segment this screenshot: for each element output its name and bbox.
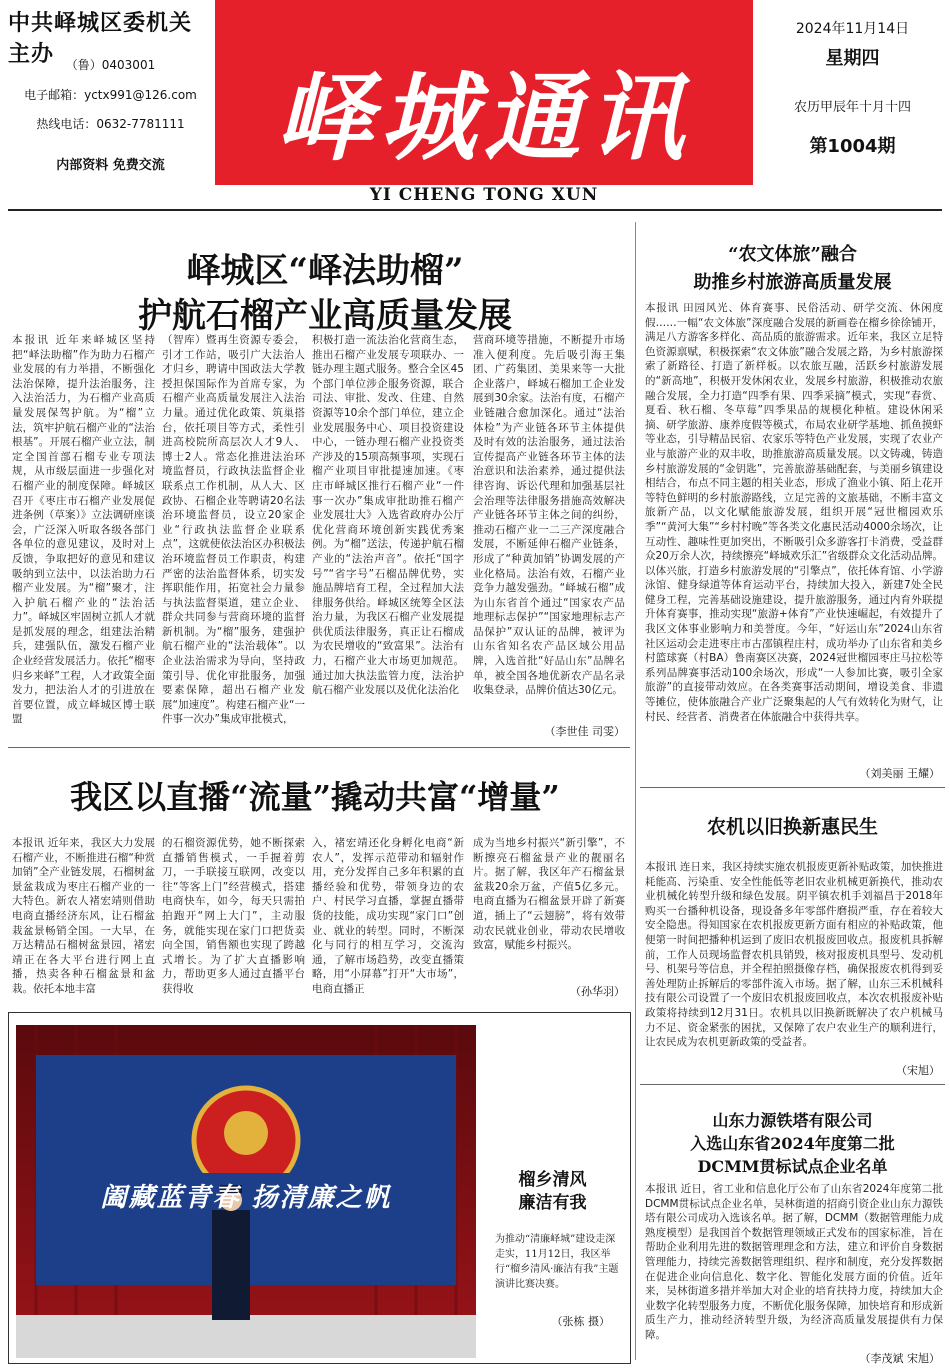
email-line: 电子邮箱：yctx991@126.com (24, 88, 197, 102)
article3-byline: （刘美丽 王耀） (859, 767, 940, 780)
article2-column-3: 入，褚宏靖还化身孵化电商“新农人”，发挥示范带动和辐射作用，充分发挥自己多年积累的直播经验和优势，带领身边的农户、村民学习直播，掌握直播带货的技能，成功实现“家门口”创业、就业的转型。同时，不断深化与同行的相互学习，交流沟通，了解市场趋势，改变直播策略，用“小屏幕”打开“大市场”，电商直播正 (312, 837, 464, 995)
photo-caption-title-line2: 廉洁有我 (518, 1193, 587, 1213)
article3-headline-line2: 助推乡村旅游高质量发展 (693, 272, 892, 293)
divider-article1 (8, 747, 630, 748)
masthead-left-info (8, 6, 213, 176)
photo-byline: （张栋 摄） (551, 1315, 610, 1328)
issue-date: 2024年11月14日 (795, 21, 910, 37)
divider-article4 (640, 1084, 945, 1085)
article1-byline: （李世佳 司雯） (544, 725, 625, 738)
article5-body: 本报讯 近日，省工业和信息化厅公布了山东省2024年度第二批DCMM贯标试点企业名单，吴林街道的招商引资企业山东力源铁塔有限公司成功入选该名单。据了解，DCMM（数据管理能力成熟度模型）是我国首个数据管理领域正式发布的国家标准，旨在帮助企业利用先进的数据管理理念和方法，建立和评价自身数据管理能力，持续完善数据管理组织、程序和制度，充分发挥数据在促进企业向信息化、数字化、智能化发展方面的价值。近年来，吴林街道多措并举加大对企业的培育扶持力度，持续加大企业数字化转型服务力度，不断优化服务保障，加快培育和形成新质生产力，推动经济转型升级，为经济高质量发展提供有力保障。 (645, 1183, 943, 1341)
masthead-right-info (760, 10, 945, 180)
article5-byline: （李茂斌 宋旭） (859, 1352, 940, 1365)
newspaper-title: 峄城通讯 (276, 61, 692, 174)
article5-headline-line2: 入选山东省2024年度第二批 (690, 1134, 895, 1153)
article1-column-3: 积极打造一流法治化营商生态，推出石榴产业发展专项联办、一链办理主题式服务。整合全区45个部门单位涉企服务资源，联合司法、审批、发改、住建、自然资源等10余个部门单位，建立企业发展服务中心、项目投资建设中心，一链办理石榴产业投资类产涉及的15项高频事项，实现石榴产业项目审批提速加速。《枣庄市峄城区推行石榴产业“一件事一次办”集成审批助推石榴产业发展壮大》入选省政府办公厅优化营商环境创新实践优秀案例。为“榴”送法，传递护航石榴产业的“法治声音”。依托“国字号”“省字号”石榴品牌优势，实施品牌培育工程，全过程加大法律服务供给。峄城区统筹全区法治力量，为我区石榴产业发展提供优质法律服务，真正让石榴成为农民增收的“致富果”。法治有力，石榴产业大市场更加规范。通过加大执法监管力度，法治护航石榴产业发展以及优化法治化 (312, 334, 464, 697)
photo-caption-text: 为推动“清廉峄城”建设走深走实，11月12日，我区举行“榴乡清风·廉洁有我”主题演讲比赛决赛。 (495, 1234, 619, 1290)
article1-headline-line2: 护航石榴产业高质量发展 (138, 296, 512, 336)
article1-column-2: （智库）暨再生资源专委会，引才工作站，吸引广大法治人才归乡，聘请中国政法大学教授担保国际作为首席专家，为石榴产业高质量发展注入法治力量。通过优化政策、筑巢搭台，依托项目等方式，柔性引进高校院所高层次人才9人、博士2人。常态化推进法治环境监督员，行政执法监督企业联系点工作机制，从人大、区政协、石榴企业等聘请20名法治环境监督员，设立20家企业“行政执法监督企业联系点”，这就使依法治区办积极法治环境监督员工作职责，构建严密的法治监督体系，切实发挥职能作用，拓宽社会力量参与执法监督渠道，建立企业、群众共同参与营商环境的监督新机制。为“榴”服务，建强护航石榴产业的“法治载体”。以企业法治需求为导向，坚持政策引导、优化审批服务，加强要素保障，超出石榴产业发展“加速度”。构建石榴产业“一件事一次办”集成审批模式， (162, 334, 305, 726)
article1-column-4: 营商环境等措施，不断提升市场准入便利度。先后吸引海王集团、广药集团、美果来等一大批企业落户，峄城石榴加工企业发展到30余家。法治有度，石榴产业链融合愈加深化。通过“法治体检”为产业链各环节主体提供及时有效的法治服务，通过法治宣传提高产业链各环节主体的法治意识和法治素养，通过提供法律咨询、诉讼代理和加强基层社会治理等法律服务措施高效解决产业链各环节主体之间的纠纷，推动石榴产业一二三产深度融合发展，不断延伸石榴产业链条，形成了“种黄加销”协调发展的产业化格局。法治有效，石榴产业竞争力越发强劲。“峄城石榴”成为山东省首个通过“国家农产品地理标志保护”“国家地理标志产品保护”双认证的品牌，被评为山东省知名农产品区域公用品牌，入选首批“好品山东”品牌名单，被全国各地优新农产品名录收集登录，品牌价值达30亿元。 (473, 334, 625, 697)
distribution-note: 内部资料 免费交流 (56, 158, 165, 173)
sponsor-text: 中共峄城区委机关主办 (8, 10, 193, 67)
article5-headline-line3: DCMM贯标试点企业名单 (697, 1157, 888, 1176)
lunar-date: 农历甲辰年十月十四 (793, 100, 911, 115)
article1-column-1: 本报讯 近年来峄城区坚持把“峄法助榴”作为助力石榴产业发展的有力举措，不断强化法治保障，提升法治服务，注入法治活力，为石榴产业高质量发展保驾护航。为“榴”立法，筑牢护航石榴产业的“法治根基”。开展石榴产业立法，制定全国首部石榴专业专项法规，从市级层面进一步强化对石榴产业的制度保障。峄城区召开《枣庄市石榴产业发展促进条例（草案）》立法调研座谈会，广泛深入听取各级各部门各单位的意见建议，及时对上反馈，争取把好的意见和建议吸纳到立法中，以法治助力石榴产业发展。为“榴”聚才，注入护航石榴产业的“法治活力”。峄城区牢固树立抓人才就是抓发展的理念，组建法治精兵，建强队伍，激发石榴产业企业经营发展活力。依托“榴枣归乡来峄”工程，人才政策全面发力，把法治人才的引进放在首要位置，成立峄城区博士联盟 (12, 334, 155, 726)
article5-headline-line1: 山东力源铁塔有限公司 (712, 1111, 873, 1130)
article4-byline: （宋旭） (896, 1064, 940, 1077)
registration-number: （鲁）0403001 (65, 58, 156, 72)
article2-column-2: 的石榴资源优势，她不断探索直播销售模式，一手握着剪刀，一手联接互联网，改变以往“等客上门”经营模式，搭建电商快车，如今，每天只需拍拍跑开“网上大门”，主动服务，就能实现在家门口把货卖向全国，销售额也实现了跨越式增长。为了扩大直播影响力，帮助更多人通过直播平台获得收 (162, 837, 305, 995)
article2-headline: 我区以直播“流量”撬动共富“增量” (70, 778, 560, 816)
issue-number: 第1004期 (809, 136, 896, 157)
divider-article3 (640, 787, 945, 788)
newspaper-pinyin: YI CHENG TONG XUN (369, 185, 599, 205)
masthead-title-block (215, 0, 753, 185)
article2-column-4: 成为当地乡村振兴“新引擎”，不断擦亮石榴盆景产业的靓丽名片。据了解，我区年产石榴盆景盆栽20余万盆，产值5亿多元。电商直播为石榴盆景开辟了新赛道，插上了“云翅膀”，将有效带动农民就业创业，带动农民增收致富，赋能乡村振兴。 (473, 837, 625, 952)
photo-caption-title-line1: 榴乡清风 (518, 1170, 587, 1190)
article3-body: 本报讯 田园风光、体育赛事、民俗活动、研学交流、休闲度假……一幅“农文体旅”深度融合发展的新画卷在榴乡徐徐铺开，满足八方游客多样化、高品质的旅游需求。近年来，我区立足特色资源禀赋，积极探索“农文体旅”融合发展之路，为乡村旅游探索了新路径、打造了新样板。以农旅互融，活跃乡村旅游发展的“新高地”，积极开发休闲农业，发展乡村旅游，积极推动农旅融合发展，全力打造“四季有果、四季采摘”模式，实现“春赏、夏看、秋石榴、冬草莓”四季果品的规模化种植。建设休闲采摘、研学旅游、康养度假等模式，布局农业研学基地、抓鱼摸虾等业态，引导精品民宿、农家乐等特色产业发展，实现了农业产业与旅游产业的双丰收，助推旅游高质量发展。以文铸魂，铸造乡村旅游发展的“金钥匙”，完善旅游基础配套，与美丽乡镇建设相结合，布点不同主题的相关业态，形成了渔业小镇、陌上花开等特色鲜明的乡村旅游路线，立足完善的文旅基础，不断丰富文旅新产品，以文化赋能旅游发展，组织开展“冠世榴园欢乐季”“黄河大集”“乡村村晚”等各类文化惠民活动4000余场次，让互动性、趣味性更加突出，不断吸引众多游客打卡消费，受益群众20万余人次，持续擦亮“峄城欢乐汇”省级群众文化活动品牌。以体兴旅，打造乡村旅游发展的“引擎点”，依托体育馆、小学游泳馆、健身绿道等体育运动平台，持续加大投入，新建7处全民健身工程，完善基础设施建设，提升旅游服务，通过内育外联提升体育赛事，推动实现“旅游+体育”产业快速崛起，有效提升了我区文体事业影响力和美誉度。今年，“好运山东”2024山东省社区运动会走进枣庄市古邵镇程庄村，成功举办了山东省和美乡村篮球赛（村BA）鲁南赛区决赛，2024冠世榴园枣庄马拉松等系列品牌赛事活动100余场次，形成“一人参加比赛，吸引全家旅游”的直接带动效应。在各类赛事活动期间，增设美食、非遗等摊位，使体旅融合产业广泛聚集起的人气有效转化为财气，让村民、经营者、消费者在体旅融合中获得共享。 (645, 302, 943, 723)
phone-line: 热线电话：0632-7781111 (36, 117, 185, 131)
article2-byline: （孙华羽） (570, 985, 625, 998)
column-separator (635, 222, 636, 1360)
article1-headline-line1: 峄城区“峄法助榴” (186, 251, 464, 291)
article3-headline-line1: “农文体旅”融合 (728, 244, 857, 265)
article2-column-1: 本报讯 近年来，我区大力发展石榴产业，不断推进石榴“种赏加销”全产业链发展，石榴树盆景盆栽成为枣庄石榴产业的一大特色。新农人褚宏靖则借助电商直播经济东风，让石榴盆栽盆景畅销全国。一大早，在万达精品石榴树盆景园，褚宏靖正在各大平台进行网上直播，热卖各种石榴盆景和盆栽。依托本地丰富 (12, 837, 155, 995)
speech-contest-photo (16, 1025, 476, 1358)
masthead-divider (8, 209, 942, 211)
article4-headline: 农机以旧换新惠民生 (706, 816, 878, 838)
weekday: 星期四 (825, 48, 880, 69)
article4-body: 本报讯 连日来，我区持续实施农机报废更新补贴政策，加快推进耗能高、污染重、安全性能低等老旧农业机械更新换代，推动农业机械化转型升级和绿色发展。阴平镇农机手刘福昌于2018年购买一台播种机设备，现设备多年零部件磨损严重，存在着较大安全隐患。得知国家在农机报废更新方面有相应的补贴政策，他便第一时间把播种机运到了废旧农机报废回收点。报废机具拆解前，工作人员现场监督农机具销毁，核对报废机具型号、发动机号、机架号等信息，并全程拍照摄像存档，确保报废农机得到妥善处理防止拆解后的零部件流入市场。据了解，山东三禾机械科技有限公司设置了一个废旧农机报废回收点，本次农机报废补贴政策将持续到12月31日。农机具以旧换新既解决了农户机械马力不足、资金紧张的困扰，又保障了农户农业生产的顺利进行，让农民成为农机更新政策的受益者。 (645, 861, 943, 1049)
photo-banner-text: 阖藏蓝青春 扬清廉之帆 (100, 1183, 392, 1213)
